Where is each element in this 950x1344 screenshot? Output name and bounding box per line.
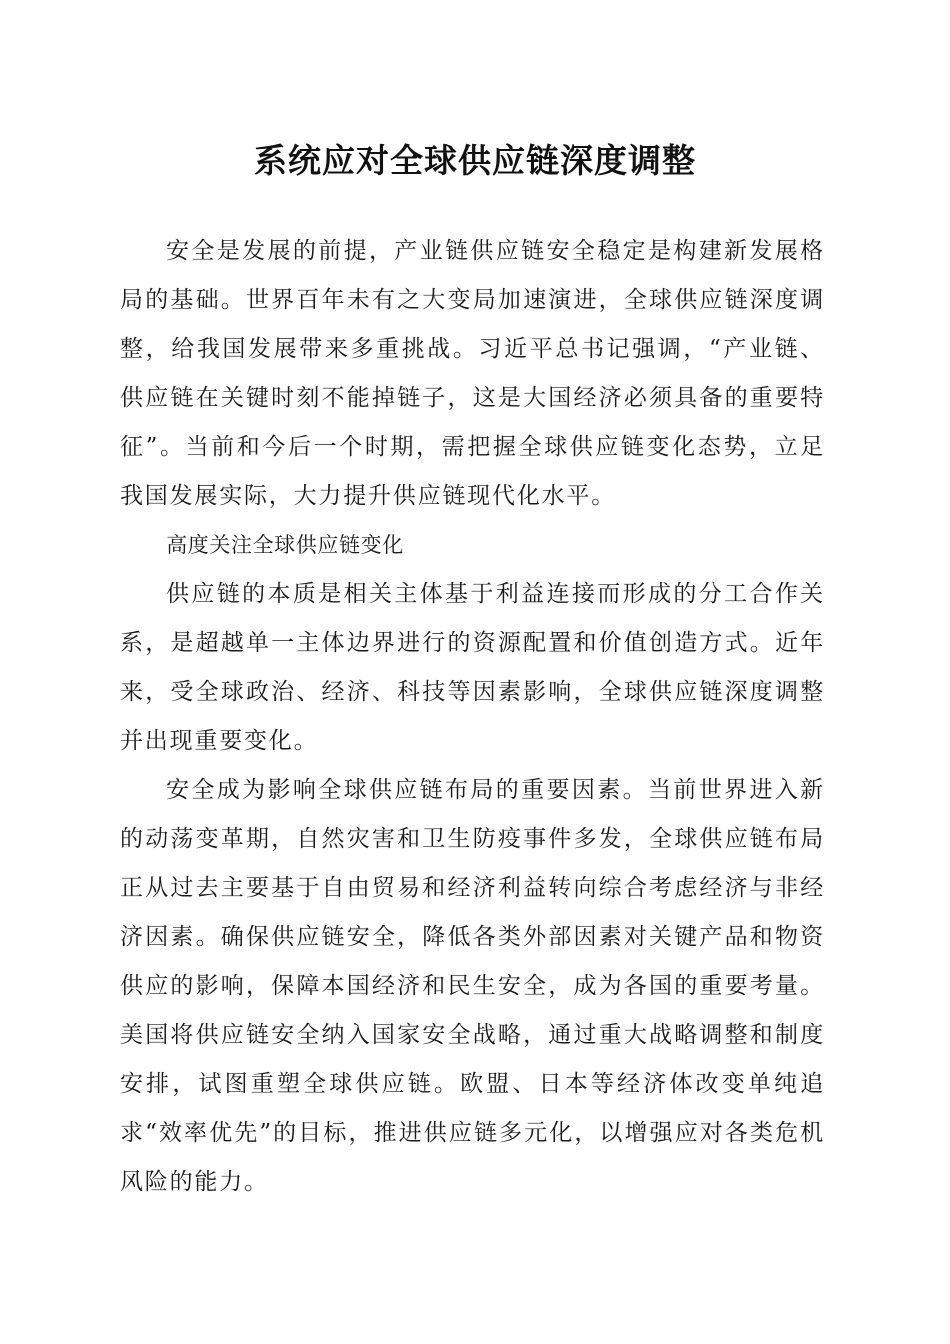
document-title: 系统应对全球供应链深度调整	[254, 141, 696, 180]
paragraph-supply-chain-nature: 供应链的本质是相关主体基于利益连接而形成的分工合作关系，是超越单一主体边界进行的资源配置和价值创造方式。近年来，受全球政治、经济、科技等因素影响，全球供应链深度调整并出现重要变化。	[120, 581, 825, 754]
section-heading: 高度关注全球供应链变化	[166, 533, 404, 557]
paragraph-intro: 安全是发展的前提，产业链供应链安全稳定是构建新发展格局的基础。世界百年未有之大变局加速演进，全球供应链深度调整，给我国发展带来多重挑战。习近平总书记强调，“产业链、供应链在关键时刻不能掉链子，这是大国经济必须具备的重要特征”。当前和今后一个时期，需把握全球供应链变化态势，立足我国发展实际，大力提升供应链现代化水平。	[120, 238, 825, 509]
document-body	[120, 227, 825, 1207]
paragraph-security-factor: 安全成为影响全球供应链布局的重要因素。当前世界进入新的动荡变革期，自然灾害和卫生防疫事件多发，全球供应链布局正从过去主要基于自由贸易和经济利益转向综合考虑经济与非经济因素。确保供应链安全，降低各类外部因素对关键产品和物资供应的影响，保障本国经济和民生安全，成为各国的重要考量。美国将供应链安全纳入国家安全战略，通过重大战略调整和制度安排，试图重塑全球供应链。欧盟、日本等经济体改变单纯追求“效率优先”的目标，推进供应链多元化，以增强应对各类危机风险的能力。	[120, 777, 825, 1195]
